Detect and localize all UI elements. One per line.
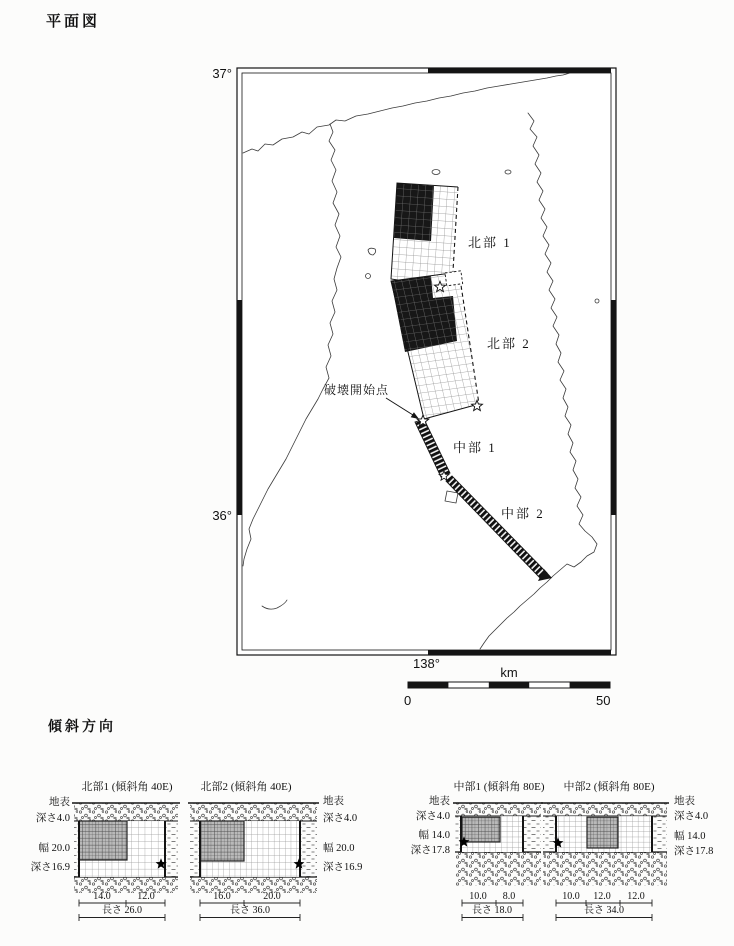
rupture-start-label: 破壊開始点: [324, 383, 390, 397]
frame-tick-right: [611, 300, 616, 515]
lon-138-label: 138°: [413, 656, 440, 671]
cs1-depth-top-label: 深さ4.0: [35, 813, 70, 824]
cs1-title: 北部1 (傾斜角 40E): [81, 781, 173, 793]
segment-label-north2: 北部 2: [487, 336, 531, 351]
cs4-title: 中部2 (傾斜角 80E): [563, 781, 655, 793]
cs4-dim-1: 10.0: [562, 891, 580, 902]
cs4-dim-2: 12.0: [593, 891, 611, 902]
overlap-box: [445, 271, 463, 286]
cs1-surface-label: 地表: [49, 797, 70, 808]
cs4-length-label: 長さ 34.0: [584, 905, 624, 916]
asperity: [462, 817, 500, 842]
cs3-depth-bottom-label: 深さ17.8: [410, 845, 450, 856]
cs3-depth-top-label: 深さ4.0: [415, 811, 450, 822]
asperity: [200, 821, 244, 861]
cs4-depth-bottom-label: 深さ17.8: [674, 846, 714, 857]
cs4-width-label: 幅 14.0: [674, 831, 706, 842]
lat-37-label: 37°: [212, 66, 232, 81]
page-title: 平面図: [46, 13, 101, 30]
cs3-width-label: 幅 14.0: [418, 830, 450, 841]
asperity: [587, 817, 618, 848]
cs1-width-label: 幅 20.0: [38, 843, 70, 854]
cs3-title: 中部1 (傾斜角 80E): [453, 781, 545, 793]
cs2-width-label: 幅 20.0: [323, 843, 355, 854]
cs1-dim-1: 14.0: [93, 891, 111, 902]
frame-tick-left: [237, 300, 242, 515]
cs3-length-label: 長さ 18.0: [472, 905, 512, 916]
cs2-surface-label: 地表: [323, 796, 344, 807]
cross-section-central1: [453, 803, 543, 921]
cs2-length-label: 長さ 36.0: [230, 905, 270, 916]
segment-label-north1: 北部 1: [468, 235, 512, 250]
cs3-dim-1: 10.0: [469, 891, 487, 902]
cs1-depth-bottom-label: 深さ16.9: [30, 862, 70, 873]
cs3-surface-label: 地表: [429, 796, 450, 807]
cs4-dim-3: 12.0: [627, 891, 645, 902]
scalebar-unit-label: km: [500, 665, 518, 680]
asperity-north1: [394, 183, 434, 241]
cs4-surface-label: 地表: [674, 796, 695, 807]
segment-label-central1: 中部 1: [453, 440, 497, 455]
lake-suwa: [445, 491, 458, 503]
cs2-depth-top-label: 深さ4.0: [323, 813, 358, 824]
cs2-dim-2: 20.0: [263, 891, 281, 902]
lat-36-label: 36°: [212, 508, 232, 523]
cs2-dim-1: 16.0: [213, 891, 231, 902]
scalebar-zero-label: 0: [404, 693, 412, 708]
section2-title: 傾斜方向: [48, 718, 116, 734]
fault-panel-north1: [391, 183, 458, 288]
cs2-depth-bottom-label: 深さ16.9: [323, 862, 363, 873]
frame-tick-top: [428, 68, 611, 73]
cross-section-north1: [72, 803, 180, 921]
cross-section-north2: [188, 803, 319, 921]
scale-bar: [408, 682, 610, 688]
cs1-length-label: 長さ 26.0: [102, 905, 142, 916]
scalebar-fifty-label: 50: [596, 693, 611, 708]
cs1-dim-2: 12.0: [137, 891, 155, 902]
cs2-title: 北部2 (傾斜角 40E): [200, 781, 292, 793]
cs4-depth-top-label: 深さ4.0: [674, 811, 709, 822]
frame-tick-bottom: [428, 650, 611, 655]
asperity: [79, 821, 127, 860]
segment-label-central2: 中部 2: [501, 506, 545, 521]
cs3-dim-2: 8.0: [502, 891, 516, 902]
cross-section-central2: [541, 803, 669, 921]
